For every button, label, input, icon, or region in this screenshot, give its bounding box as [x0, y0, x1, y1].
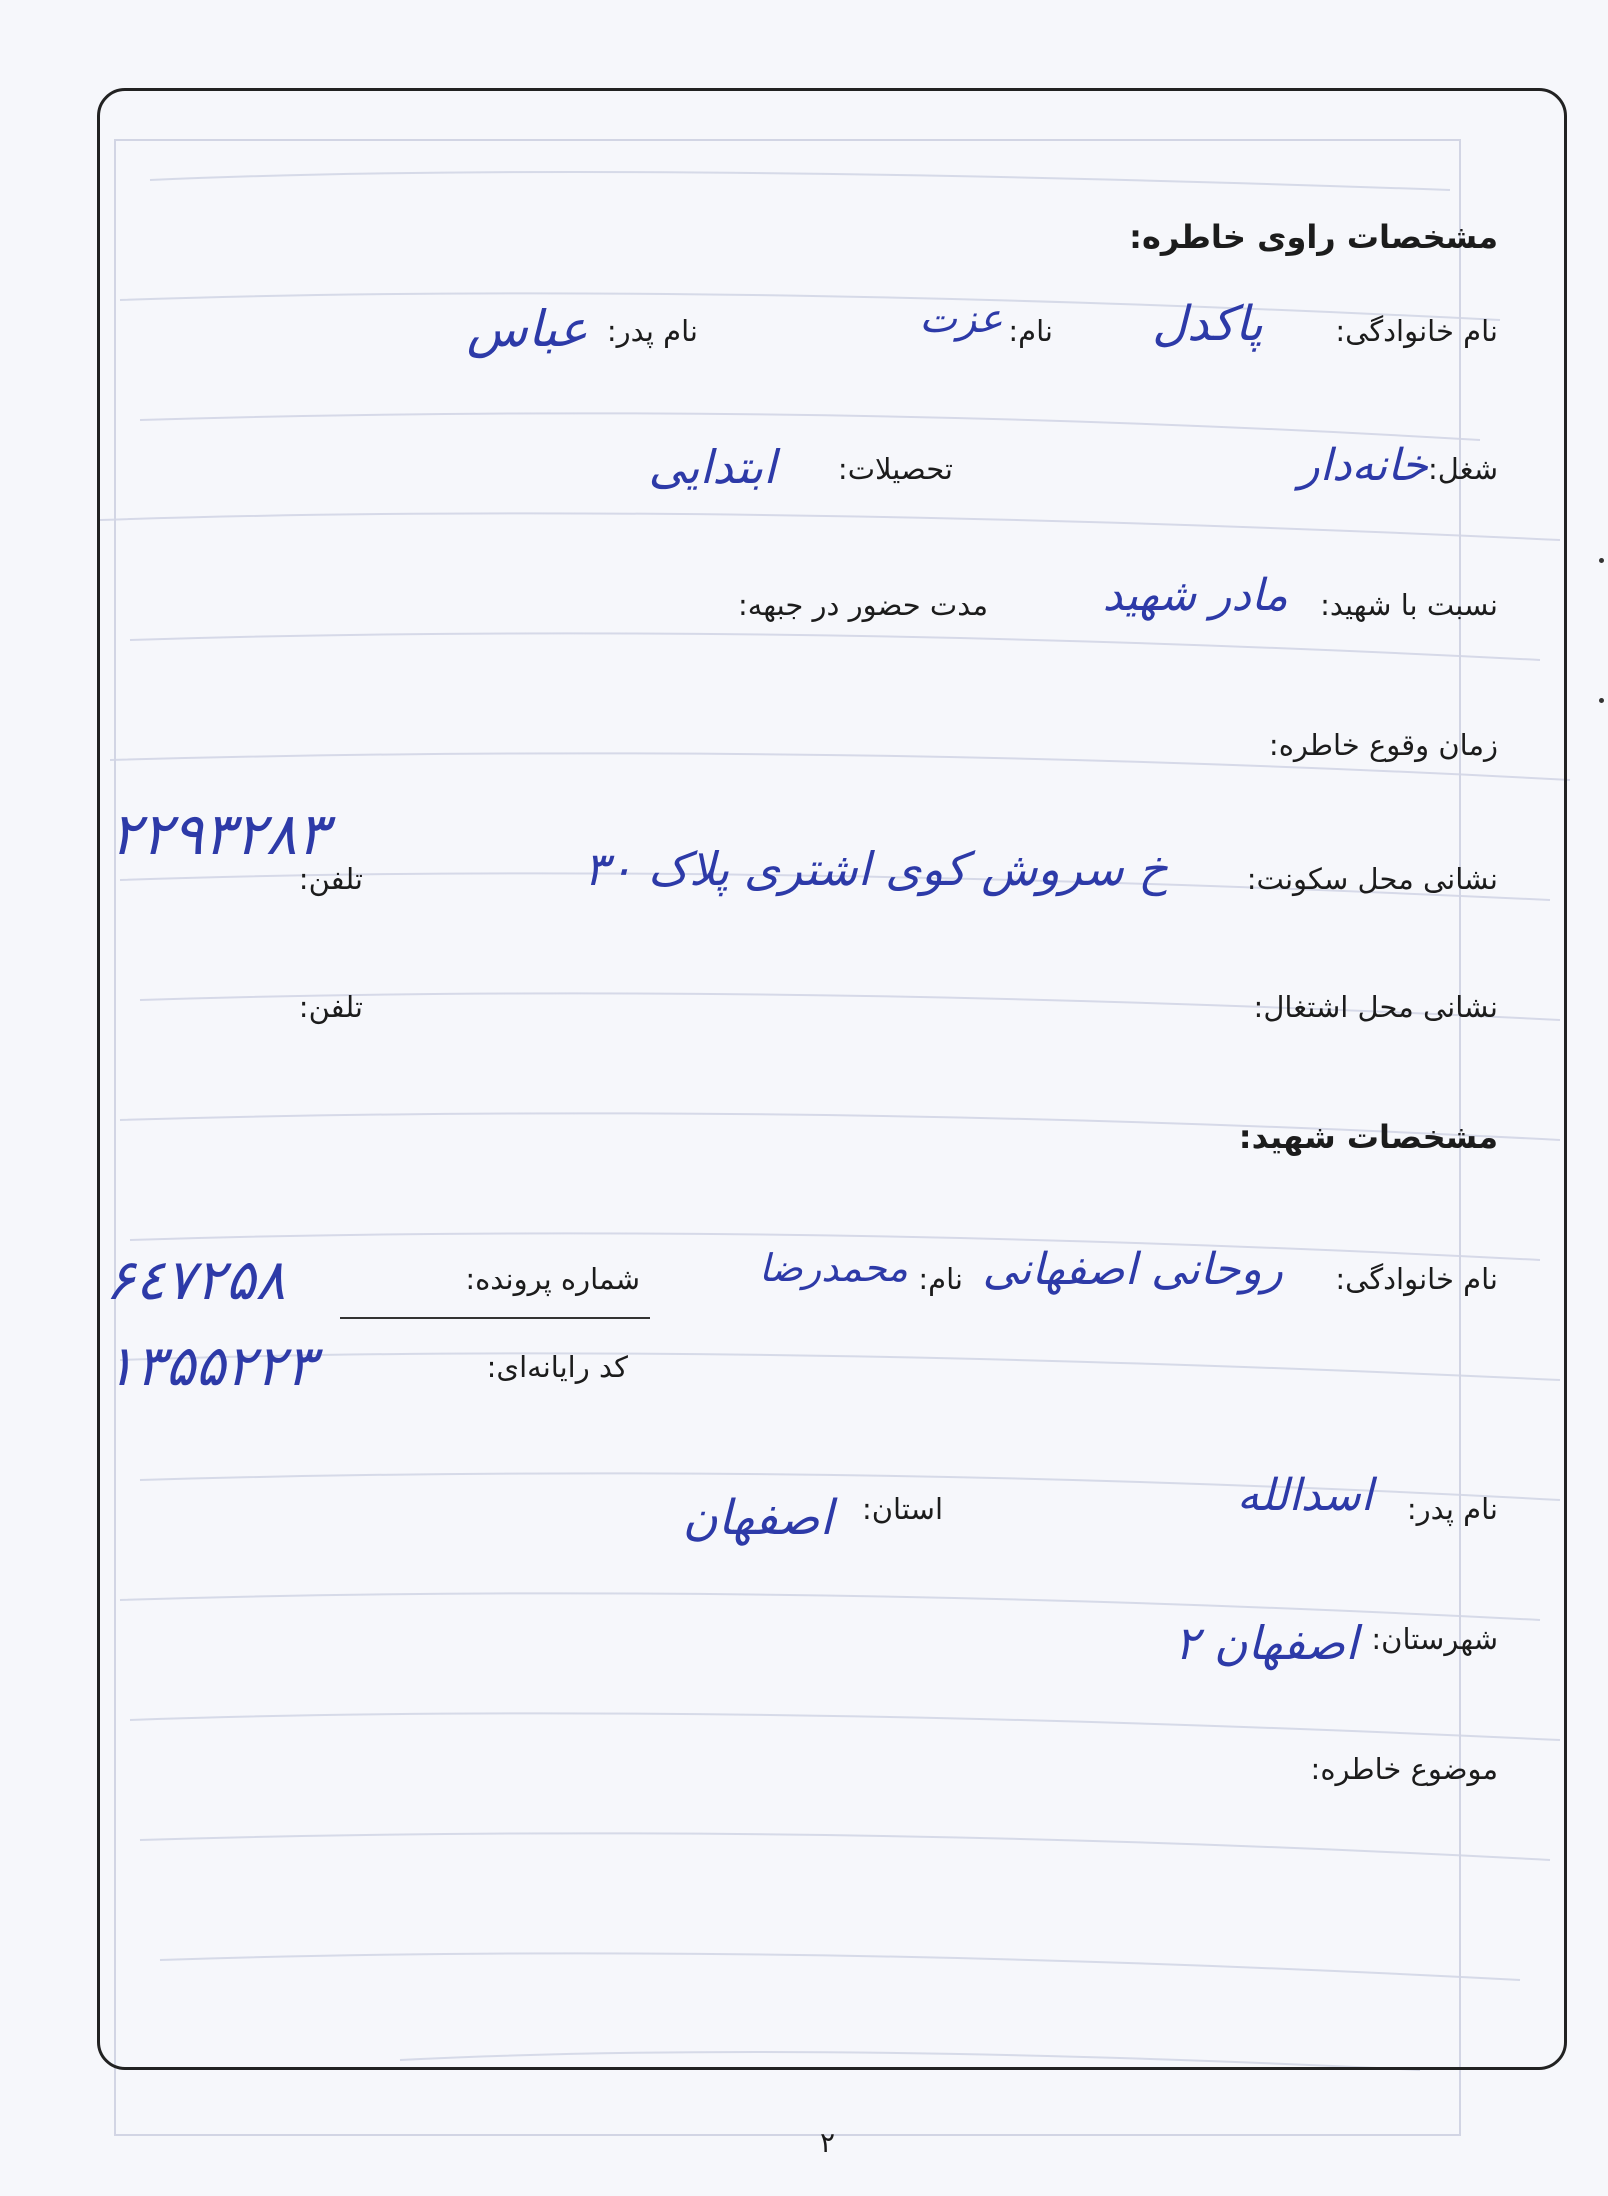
narrator-job-label: شغل: [1427, 452, 1498, 486]
martyr-father-label: نام پدر: [1406, 1492, 1498, 1526]
narrator-education-label: تحصیلات: [837, 452, 953, 486]
martyr-topic-label: موضوع خاطره: [1310, 1752, 1498, 1786]
page-number: ۲ [820, 2126, 836, 2159]
margin-dot [1599, 558, 1604, 563]
martyr-surname-label: نام خانوادگی: [1335, 1262, 1498, 1296]
narrator-phone-label: تلفن: [298, 862, 363, 896]
martyr-province-value: اصفهان [682, 1490, 833, 1546]
narrator-work-label: نشانی محل اشتغال: [1253, 990, 1498, 1024]
martyr-surname-value: روحانی اصفهانی [982, 1244, 1283, 1295]
martyr-father-value: اسدالله [1237, 1470, 1373, 1521]
martyr-city-value: اصفهان ۲ [1174, 1616, 1358, 1670]
martyr-city-label: شهرستان: [1371, 1622, 1498, 1656]
martyr-file-label: شماره پرونده: [465, 1262, 640, 1296]
narrator-address-value: خ سروش کوی اشتری پلاک ۳۰ [583, 842, 1168, 896]
narrator-time-label: زمان وقوع خاطره: [1268, 728, 1498, 762]
martyr-name-label: نام: [918, 1262, 963, 1296]
narrator-heading: مشخصات راوی خاطره: [1129, 218, 1498, 256]
martyr-province-label: استان: [861, 1492, 943, 1526]
file-number-underline [340, 1317, 650, 1319]
narrator-surname-value: پاکدل [1152, 296, 1263, 352]
martyr-code-label: کد رایانه‌ای: [486, 1350, 628, 1384]
narrator-name-value: عزت [919, 296, 1003, 342]
margin-dot [1599, 698, 1604, 703]
narrator-father-label: نام پدر: [606, 314, 698, 348]
narrator-education-value: ابتدایی [648, 440, 776, 494]
martyr-heading: مشخصات شهید: [1238, 1118, 1498, 1156]
martyr-name-value: محمدرضا [759, 1246, 908, 1290]
narrator-work-phone-label: تلفن: [298, 990, 363, 1024]
martyr-code-value: ۱۳۵۵۲۲۳ [105, 1334, 316, 1399]
narrator-phone-value: ۲۲۹۳۲۸۳ [110, 800, 329, 868]
narrator-relation-label: نسبت با شهید: [1320, 588, 1498, 622]
narrator-job-value: خانه‌دار [1298, 440, 1428, 491]
narrator-relation-value: مادر شهید [1102, 570, 1288, 621]
narrator-front-label: مدت حضور در جبهه: [737, 588, 988, 622]
narrator-surname-label: نام خانوادگی: [1335, 314, 1498, 348]
martyr-file-value: ۶٤۷۲۵۸ [105, 1248, 286, 1313]
narrator-address-label: نشانی محل سکونت: [1246, 862, 1498, 896]
narrator-name-label: نام: [1008, 314, 1053, 348]
narrator-father-value: عباس [466, 300, 588, 358]
